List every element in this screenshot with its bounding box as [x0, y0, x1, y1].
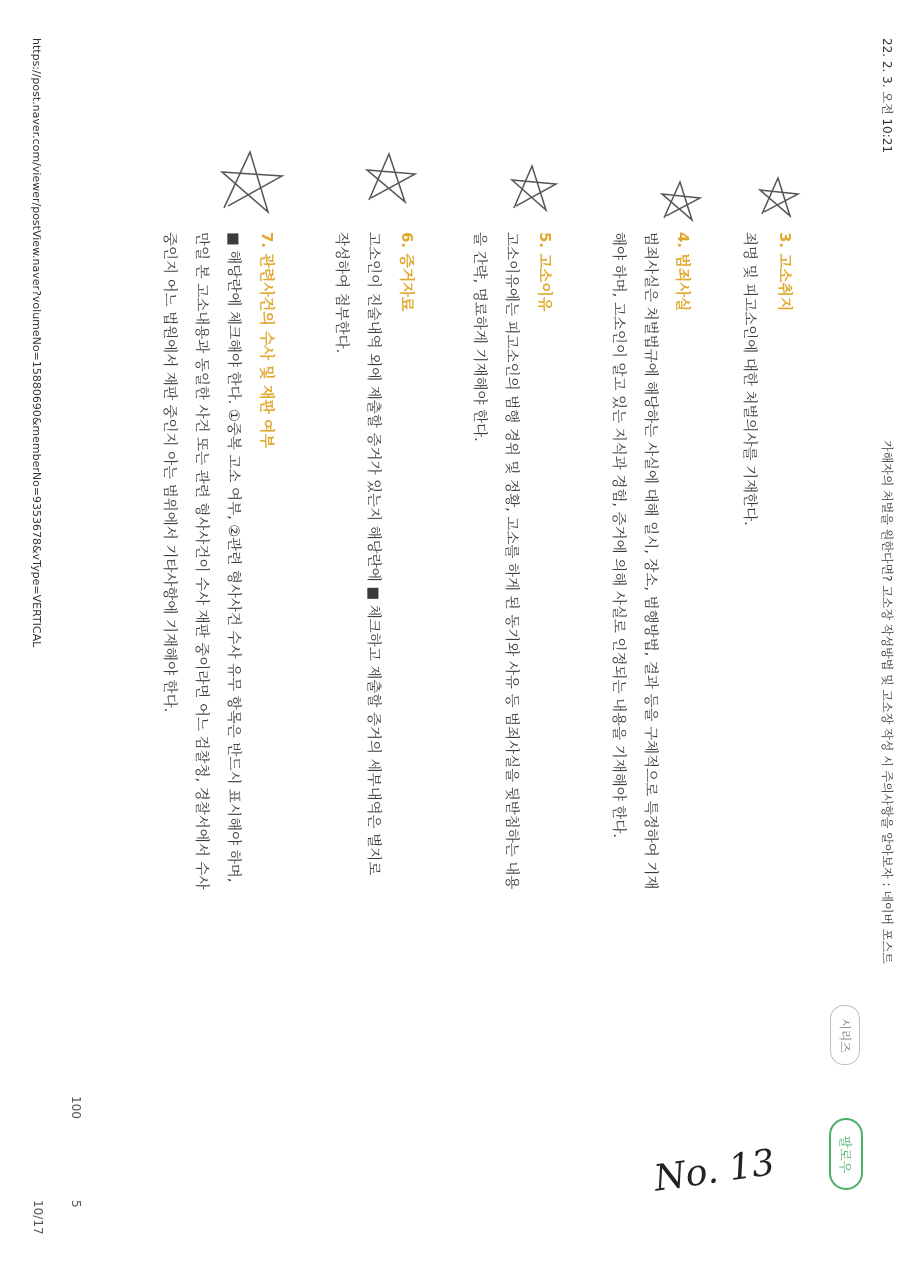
- page-number: 10/17: [31, 1200, 45, 1235]
- section-4-title: 4. 범죄사실: [674, 232, 692, 312]
- section-5-body-line-2: 을 간략, 명료하게 기재해야 한다.: [471, 232, 487, 442]
- star-mark-1: [758, 176, 802, 220]
- follow-button[interactable]: [829, 1118, 863, 1190]
- section-3-title: 3. 고소취지: [776, 232, 794, 312]
- series-button-label: 시리즈: [837, 1017, 852, 1053]
- handwritten-note: No. 13: [651, 1142, 778, 1200]
- section-4-body-line-2: 해야 하며, 고소인이 알고 있는 지식과 경험, 증거에 의해 사실로 인정되는 내용을 기재해야 한다.: [610, 232, 626, 839]
- star-mark-2: [660, 180, 704, 224]
- section-4-body-line-1: 범죄사실은 처벌법규에 해당하는 사실에 대해 일시, 장소, 범행방법, 결과 등을 구체적으로 특정하여 기재: [642, 232, 658, 890]
- section-7-body-line-3: 중인지 어느 법원에서 재판 중인지 아는 범위에서 기타사항에 기재해야 한다.: [161, 232, 177, 713]
- section-5-title: 5. 고소이유: [536, 232, 554, 312]
- section-5-body-line-1: 고소이유에는 피고소인의 범행 경위 및 정황, 고소를 하게 된 동기와 사유 등 범죄사실을 뒷받침하는 내용: [503, 232, 519, 890]
- print-date: 22. 2. 3. 오전 10:21: [880, 38, 894, 154]
- section-3-body-line-1: 죄명 및 피고소인에 대한 처벌의사를 기재한다.: [741, 232, 757, 526]
- star-mark-4: [365, 152, 419, 206]
- small-number: 5: [69, 1200, 83, 1208]
- section-7-title: 7. 관련사건의 수사 및 재판 여부: [258, 232, 276, 449]
- section-7-body-line-2: 만일 본 고소내용과 동일한 사건 또는 관련 형사사건이 수사 재판 중이라면 어느 검찰청, 경찰서에서 수사: [193, 232, 209, 890]
- star-mark-3: [510, 164, 560, 214]
- follow-button-label: 팔로우: [836, 1135, 852, 1173]
- section-6-title: 6. 증거자료: [398, 232, 416, 312]
- section-7-body-line-1: ■ 해당란에 체크해야 한다. ①중복 고소 여부, ②관련 형사사건 수사 유무 항목은 반드시 표시해야 하며,: [225, 232, 241, 883]
- series-button[interactable]: [830, 1005, 860, 1065]
- section-6-body-line-2: 작성하여 첨부한다.: [333, 232, 349, 354]
- section-6-body-line-1: 고소인이 진술내역 외에 제출할 증거가 있는지 해당란에 ■ 체크하고 제출할 증거의 세부내역은 별지로: [365, 232, 381, 876]
- page-title: 가해자의 처벌을 원한다면? 고소장 작성방법 및 고소장 작성 시 주의사항을 알아보자 : 네이버 포스트: [880, 440, 894, 964]
- star-mark-5: [220, 150, 286, 216]
- zoom-level: 100: [69, 1096, 83, 1119]
- source-url[interactable]: https://post.naver.com/viewer/postView.naver?volumeNo=15880690&memberNo=9353678&vType=VERTICAL: [30, 38, 43, 648]
